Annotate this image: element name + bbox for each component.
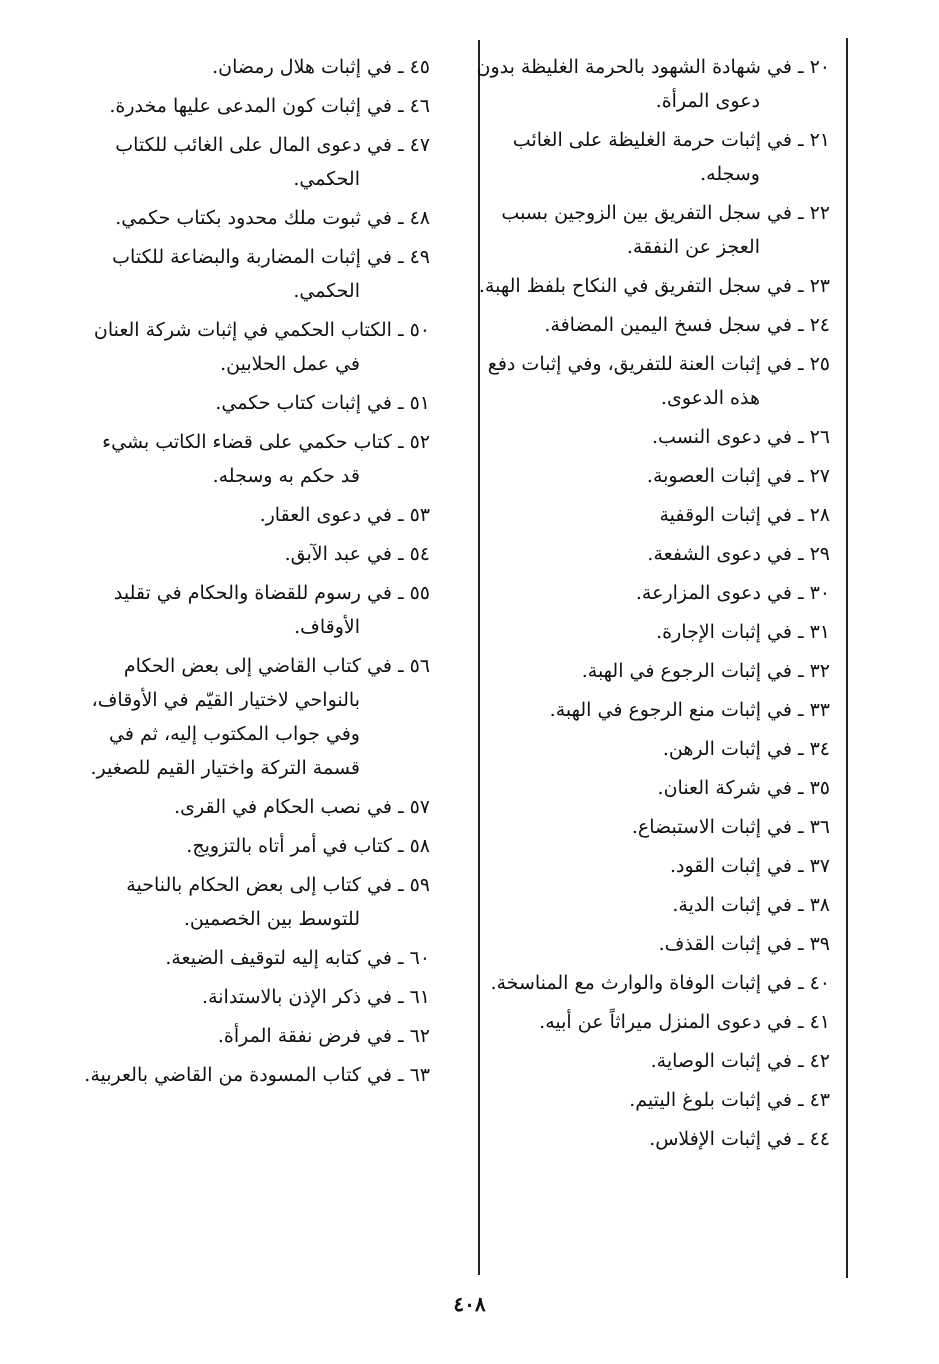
- list-item: ٥٣ ـ في دعوى العقار.: [259, 504, 430, 526]
- list-item: ٢٢ ـ في سجل التفريق بين الزوجين بسبب العجز عن النفقة.: [501, 202, 830, 258]
- list-item: ٥٨ ـ كتاب في أمر أتاه بالتزويج.: [186, 835, 430, 857]
- list-item: ٤٥ ـ في إثبات هلال رمضان.: [212, 56, 430, 78]
- list-item: ٢٦ ـ في دعوى النسب.: [652, 426, 830, 448]
- list-item: ٢٨ ـ في إثبات الوقفية: [659, 504, 830, 526]
- list-item: ٣٠ ـ في دعوى المزارعة.: [635, 582, 830, 604]
- list-item: ٤٣ ـ في إثبات بلوغ اليتيم.: [629, 1089, 830, 1111]
- list-item: ٢٥ ـ في إثبات العنة للتفريق، وفي إثبات دفع هذه الدعوى.: [487, 353, 830, 409]
- list-item: ٣٦ ـ في إثبات الاستبضاع.: [631, 816, 830, 838]
- list-item: ٤٠ ـ في إثبات الوفاة والوارث مع المناسخة.: [490, 972, 830, 994]
- list-item: ٦٣ ـ في كتاب المسودة من القاضي بالعربية.: [84, 1064, 430, 1086]
- list-item: ٢٣ ـ في سجل التفريق في النكاح بلفظ الهبة.: [478, 275, 830, 297]
- list-item: ٤٧ ـ في دعوى المال على الغائب للكتاب الحكمي.: [115, 134, 430, 190]
- list-item: ٦٢ ـ في فرض نفقة المرأة.: [217, 1025, 430, 1047]
- list-item: ٤٩ ـ في إثبات المضاربة والبضاعة للكتاب الحكمي.: [112, 246, 430, 302]
- list-item: ٤٢ ـ في إثبات الوصاية.: [650, 1050, 830, 1072]
- list-item: ٣٥ ـ في شركة العنان.: [657, 777, 830, 799]
- list-item: ٣٧ ـ في إثبات القود.: [669, 855, 830, 877]
- right-margin-rule: [846, 38, 848, 1278]
- list-item: ٤٦ ـ في إثبات كون المدعى عليها مخدرة.: [109, 95, 430, 117]
- list-item: ٥٦ ـ في كتاب القاضي إلى بعض الحكام بالنواحي لاختيار القيّم في الأوقاف، وفي جواب المكتوب إليه، ثم في قسمة التركة واختيار القيم للصغير.: [90, 655, 430, 779]
- list-item: ٦١ ـ في ذكر الإذن بالاستدانة.: [202, 986, 430, 1008]
- list-item: ٢٠ ـ في شهادة الشهود بالحرمة الغليظة بدون دعوى المرأة.: [476, 56, 830, 112]
- list-item: ٢٤ ـ في سجل فسخ اليمين المضافة.: [544, 314, 830, 336]
- list-item: ٤٨ ـ في ثبوت ملك محدود بكتاب حكمي.: [115, 207, 430, 229]
- list-item: ٢٧ ـ في إثبات العصوبة.: [646, 465, 830, 487]
- list-item: ٣١ ـ في إثبات الإجارة.: [656, 621, 830, 643]
- list-item: ٥٧ ـ في نصب الحكام في القرى.: [174, 796, 430, 818]
- list-item: ٥٥ ـ في رسوم للقضاة والحكام في تقليد الأوقاف.: [113, 582, 430, 638]
- list-item: ٥٠ ـ الكتاب الحكمي في إثبات شركة العنان في عمل الحلابين.: [93, 319, 430, 375]
- page-number: ٤٠٨: [453, 1292, 486, 1316]
- list-item: ٣٩ ـ في إثبات القذف.: [658, 933, 830, 955]
- list-item: ٥٢ ـ كتاب حكمي على قضاء الكاتب بشيء قد حكم به وسجله.: [102, 431, 430, 487]
- list-item: ٣٢ ـ في إثبات الرجوع في الهبة.: [581, 660, 830, 682]
- list-item: ٣٤ ـ في إثبات الرهن.: [662, 738, 830, 760]
- list-item: ٥٩ ـ في كتاب إلى بعض الحكام بالناحية للتوسط بين الخصمين.: [126, 874, 430, 930]
- right-column: [475, 50, 830, 1161]
- list-item: ٥٤ ـ في عبد الآبق.: [284, 543, 430, 565]
- left-column: [80, 50, 430, 1097]
- list-item: ٢٩ ـ في دعوى الشفعة.: [647, 543, 830, 565]
- list-item: ٥١ ـ في إثبات كتاب حكمي.: [215, 392, 430, 414]
- list-item: ٢١ ـ في إثبات حرمة الغليظة على الغائب وسجله.: [512, 129, 830, 185]
- list-item: ٤١ ـ في دعوى المنزل ميراثاً عن أبيه.: [539, 1011, 830, 1033]
- list-item: ٣٨ ـ في إثبات الدية.: [672, 894, 830, 916]
- list-item: ٤٤ ـ في إثبات الإفلاس.: [649, 1128, 830, 1150]
- list-item: ٣٣ ـ في إثبات منع الرجوع في الهبة.: [549, 699, 830, 721]
- list-item: ٦٠ ـ في كتابه إليه لتوقيف الضيعة.: [165, 947, 430, 969]
